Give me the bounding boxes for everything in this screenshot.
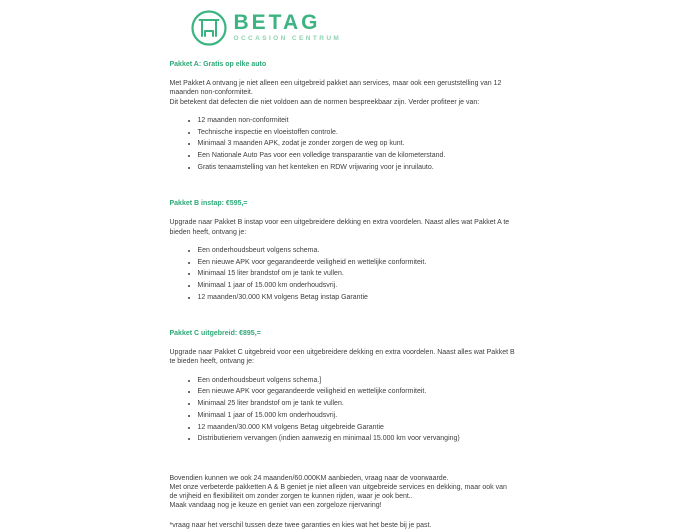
bullet-item: • Minimaal 15 liter brandstof om je tank te vullen. (198, 269, 516, 278)
betag-logo (190, 8, 516, 48)
logo-text (234, 12, 342, 44)
car-lift-icon (190, 9, 228, 47)
bullet-list (170, 376, 516, 444)
bullet-item: • 12 maanden non-conformiteit (198, 116, 516, 125)
bullet-list (170, 246, 516, 302)
footer-paragraph: Met onze verbeterde pakketten A & B geniet je niet alleen van uitgebreide services en dekking, maar ook van de vrijheid en flexibiliteit om zonder zorgen te kunnen rijden, waar je ook bent.. (169, 483, 507, 501)
bullet-item: • Een onderhoudsbeurt volgens schema.] (198, 376, 516, 385)
bullet-item: • Minimaal 3 maanden APK, zodat je zonder zorgen de weg op kunt. (198, 139, 516, 148)
closing-text (170, 474, 516, 530)
bullet-item: • Een nieuwe APK voor gegarandeerde veiligheid en wettelijke conformiteit. (198, 387, 516, 396)
bullet-item: • Een nieuwe APK voor gegarandeerde veiligheid en wettelijke conformiteit. (198, 258, 516, 267)
bullet-list (170, 116, 516, 172)
document-page (170, 0, 516, 530)
bullet-item: • Een onderhoudsbeurt volgens schema. (198, 246, 516, 255)
bullet-item: • 12 maanden/30.000 KM volgens Betag uitgebreide Garantie (198, 423, 516, 432)
bullet-item: • Distributieriem vervangen (indien aanwezig en minimaal 15.000 km voor vervanging) (198, 434, 516, 443)
bullet-item: • Minimaal 1 jaar of 15.000 km onderhoudsvrij. (198, 281, 516, 290)
section-heading-pakket-b: Pakket B instap: €595,= (169, 200, 248, 208)
body-paragraph: Dit betekent dat defecten die niet voldoen aan de normen bespreekbaar zijn. Verder profiteer je van: (169, 98, 480, 106)
bullet-item: • Een Nationale Auto Pas voor een volledige transparantie van de kilometerstand. (198, 151, 516, 160)
footnote: *vraag naar het verschil tussen deze twee garanties en kies wat het beste bij je past. (169, 521, 432, 529)
section-pakket-b (170, 199, 516, 302)
logo-brand: BETAG (233, 11, 321, 35)
bullet-item: • Minimaal 1 jaar of 15.000 km onderhoudsvrij. (198, 411, 516, 420)
bullet-item: • 12 maanden/30.000 KM volgens Betag instap Garantie (198, 293, 516, 302)
section-heading-pakket-a: Pakket A: Gratis op elke auto (169, 61, 267, 68)
body-paragraph: Upgrade naar Pakket B instap voor een uitgebreidere dekking en extra voordelen. Naast alles wat Pakket A te bieden heeft, ontvang je: (169, 219, 510, 236)
footer-paragraph: Maak vandaag nog je keuze en geniet van een zorgeloze rijervaring! (169, 502, 382, 510)
bullet-item: • Technische inspectie en vloeistoffen controle. (198, 128, 516, 137)
bullet-item: • Minimaal 25 liter brandstof om je tank te vullen. (198, 399, 516, 408)
section-heading-pakket-c: Pakket C uitgebreid: €895,= (169, 329, 261, 337)
logo-subtitle: OCCASION CENTRUM (233, 35, 342, 43)
section-pakket-c (170, 329, 516, 444)
section-pakket-a (170, 60, 516, 172)
body-paragraph: Met Pakket A ontvang je niet alleen een uitgebreid pakket aan services, maar ook een geruststelling van 12 maanden non-conformiteit. (169, 80, 502, 97)
bullet-item: • Gratis tenaamstelling van het kenteken en RDW vrijwaring voor je inruilauto. (198, 163, 516, 172)
footer-paragraph: Bovendien kunnen we ook 24 maanden/60.000KM aanbieden, vraag naar de voorwaarde. (169, 474, 449, 482)
body-paragraph: Upgrade naar Pakket C uitgebreid voor een uitgebreidere dekking en extra voordelen. Naast alles wat Pakket B te bieden heeft, ontvang je: (169, 349, 515, 366)
